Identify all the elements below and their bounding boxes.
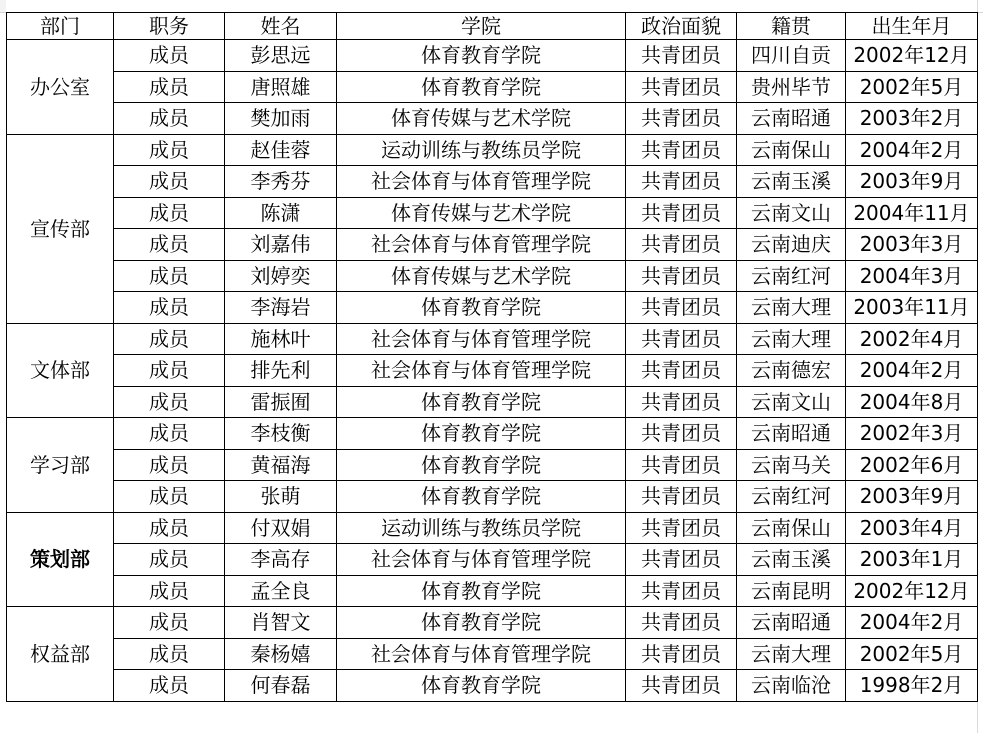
cell-political-status[interactable]: 共青团员 bbox=[626, 229, 737, 261]
cell-native-place[interactable]: 云南昭通 bbox=[737, 103, 846, 135]
cell-role[interactable]: 成员 bbox=[114, 71, 225, 103]
cell-role[interactable]: 成员 bbox=[114, 355, 225, 387]
cell-name[interactable]: 刘婷奕 bbox=[225, 260, 337, 292]
cell-political-status[interactable]: 共青团员 bbox=[626, 355, 737, 387]
cell-political-status[interactable]: 共青团员 bbox=[626, 197, 737, 229]
cell-role[interactable]: 成员 bbox=[114, 607, 225, 639]
cell-native-place[interactable]: 云南红河 bbox=[737, 260, 846, 292]
cell-role[interactable]: 成员 bbox=[114, 418, 225, 450]
cell-birth-date[interactable]: 2004年2月 bbox=[846, 607, 978, 639]
cell-political-status[interactable]: 共青团员 bbox=[626, 575, 737, 607]
cell-role[interactable]: 成员 bbox=[114, 103, 225, 135]
cell-role[interactable]: 成员 bbox=[114, 260, 225, 292]
cell-native-place[interactable]: 云南德宏 bbox=[737, 355, 846, 387]
cell-college[interactable]: 社会体育与体育管理学院 bbox=[337, 323, 626, 355]
cell-political-status[interactable]: 共青团员 bbox=[626, 607, 737, 639]
cell-college[interactable]: 体育教育学院 bbox=[337, 607, 626, 639]
cell-name[interactable]: 李秀芬 bbox=[225, 166, 337, 198]
cell-native-place[interactable]: 云南昭通 bbox=[737, 607, 846, 639]
cell-college[interactable]: 社会体育与体育管理学院 bbox=[337, 229, 626, 261]
table-row bbox=[7, 418, 978, 450]
cell-role[interactable]: 成员 bbox=[114, 638, 225, 670]
cell-native-place[interactable]: 云南文山 bbox=[737, 386, 846, 418]
cell-native-place[interactable]: 云南马关 bbox=[737, 449, 846, 481]
cell-political-status[interactable]: 共青团员 bbox=[626, 134, 737, 166]
cell-native-place[interactable]: 云南玉溪 bbox=[737, 166, 846, 198]
cell-college[interactable]: 体育教育学院 bbox=[337, 292, 626, 324]
cell-native-place[interactable]: 云南昆明 bbox=[737, 575, 846, 607]
cell-birth-date[interactable]: 2002年6月 bbox=[846, 449, 978, 481]
table-row bbox=[7, 292, 978, 324]
cell-department[interactable]: 策划部 bbox=[7, 512, 114, 607]
cell-role[interactable]: 成员 bbox=[114, 134, 225, 166]
cell-name[interactable]: 彭思远 bbox=[225, 40, 337, 72]
cell-political-status[interactable]: 共青团员 bbox=[626, 386, 737, 418]
table-row bbox=[7, 229, 978, 261]
cell-role[interactable]: 成员 bbox=[114, 512, 225, 544]
cell-role[interactable]: 成员 bbox=[114, 323, 225, 355]
cell-birth-date[interactable]: 2004年11月 bbox=[846, 197, 978, 229]
cell-birth-date[interactable]: 2002年3月 bbox=[846, 418, 978, 450]
cell-name[interactable]: 刘嘉伟 bbox=[225, 229, 337, 261]
table-row bbox=[7, 607, 978, 639]
cell-role[interactable]: 成员 bbox=[114, 575, 225, 607]
cell-role[interactable]: 成员 bbox=[114, 386, 225, 418]
header-row bbox=[7, 13, 978, 40]
cell-birth-date[interactable]: 2002年12月 bbox=[846, 575, 978, 607]
header-college[interactable]: 学院 bbox=[337, 13, 626, 40]
cell-political-status[interactable]: 共青团员 bbox=[626, 544, 737, 576]
cell-college[interactable]: 体育教育学院 bbox=[337, 449, 626, 481]
header-name[interactable]: 姓名 bbox=[225, 13, 337, 40]
table-row bbox=[7, 638, 978, 670]
table-row bbox=[7, 544, 978, 576]
cell-role[interactable]: 成员 bbox=[114, 166, 225, 198]
cell-birth-date[interactable]: 2003年1月 bbox=[846, 544, 978, 576]
cell-role[interactable]: 成员 bbox=[114, 481, 225, 513]
cell-name[interactable]: 唐照雄 bbox=[225, 71, 337, 103]
cell-political-status[interactable]: 共青团员 bbox=[626, 638, 737, 670]
cell-role[interactable]: 成员 bbox=[114, 40, 225, 72]
cell-native-place[interactable]: 云南大理 bbox=[737, 323, 846, 355]
header-native-place[interactable]: 籍贯 bbox=[737, 13, 846, 40]
cell-college[interactable]: 社会体育与体育管理学院 bbox=[337, 166, 626, 198]
cell-native-place[interactable]: 云南迪庆 bbox=[737, 229, 846, 261]
cell-name[interactable]: 赵佳蓉 bbox=[225, 134, 337, 166]
cell-name[interactable]: 何春磊 bbox=[225, 670, 337, 702]
header-political-status[interactable]: 政治面貌 bbox=[626, 13, 737, 40]
table-row bbox=[7, 166, 978, 198]
cell-college[interactable]: 体育教育学院 bbox=[337, 418, 626, 450]
cell-political-status[interactable]: 共青团员 bbox=[626, 418, 737, 450]
header-birth-date[interactable]: 出生年月 bbox=[846, 13, 978, 40]
cell-college[interactable]: 体育教育学院 bbox=[337, 40, 626, 72]
cell-birth-date[interactable]: 2002年5月 bbox=[846, 638, 978, 670]
cell-college[interactable]: 社会体育与体育管理学院 bbox=[337, 355, 626, 387]
cell-role[interactable]: 成员 bbox=[114, 197, 225, 229]
cell-college[interactable]: 体育教育学院 bbox=[337, 481, 626, 513]
table-row bbox=[7, 355, 978, 387]
cell-college[interactable]: 体育传媒与艺术学院 bbox=[337, 103, 626, 135]
table-row bbox=[7, 323, 978, 355]
cell-birth-date[interactable]: 1998年2月 bbox=[846, 670, 978, 702]
table-row bbox=[7, 103, 978, 135]
cell-birth-date[interactable]: 2003年9月 bbox=[846, 166, 978, 198]
cell-birth-date[interactable]: 2002年5月 bbox=[846, 71, 978, 103]
cell-college[interactable]: 运动训练与教练员学院 bbox=[337, 512, 626, 544]
member-roster-table bbox=[6, 12, 978, 702]
cell-college[interactable]: 运动训练与教练员学院 bbox=[337, 134, 626, 166]
cell-birth-date[interactable]: 2004年8月 bbox=[846, 386, 978, 418]
cell-birth-date[interactable]: 2004年2月 bbox=[846, 134, 978, 166]
cell-native-place[interactable]: 云南玉溪 bbox=[737, 544, 846, 576]
cell-name[interactable]: 秦杨嬉 bbox=[225, 638, 337, 670]
cell-college[interactable]: 体育教育学院 bbox=[337, 670, 626, 702]
cell-name[interactable]: 孟全良 bbox=[225, 575, 337, 607]
cell-name[interactable]: 付双娟 bbox=[225, 512, 337, 544]
cell-political-status[interactable]: 共青团员 bbox=[626, 512, 737, 544]
cell-name[interactable]: 李海岩 bbox=[225, 292, 337, 324]
cell-native-place[interactable]: 云南临沧 bbox=[737, 670, 846, 702]
cell-name[interactable]: 李高存 bbox=[225, 544, 337, 576]
cell-native-place[interactable]: 云南大理 bbox=[737, 638, 846, 670]
header-department[interactable]: 部门 bbox=[7, 13, 114, 40]
cell-political-status[interactable]: 共青团员 bbox=[626, 103, 737, 135]
cell-college[interactable]: 体育教育学院 bbox=[337, 386, 626, 418]
cell-birth-date[interactable]: 2003年2月 bbox=[846, 103, 978, 135]
cell-birth-date[interactable]: 2003年3月 bbox=[846, 229, 978, 261]
cell-birth-date[interactable]: 2004年3月 bbox=[846, 260, 978, 292]
cell-name[interactable]: 李枝衡 bbox=[225, 418, 337, 450]
cell-political-status[interactable]: 共青团员 bbox=[626, 40, 737, 72]
cell-department[interactable]: 学习部 bbox=[7, 418, 114, 513]
cell-native-place[interactable]: 云南保山 bbox=[737, 512, 846, 544]
table-body bbox=[7, 40, 978, 702]
cell-name[interactable]: 雷振囿 bbox=[225, 386, 337, 418]
table-row bbox=[7, 481, 978, 513]
cell-native-place[interactable]: 云南红河 bbox=[737, 481, 846, 513]
cell-native-place[interactable]: 云南大理 bbox=[737, 292, 846, 324]
cell-role[interactable]: 成员 bbox=[114, 229, 225, 261]
cell-birth-date[interactable]: 2002年4月 bbox=[846, 323, 978, 355]
cell-department[interactable]: 文体部 bbox=[7, 323, 114, 418]
cell-department[interactable]: 宣传部 bbox=[7, 134, 114, 323]
cell-role[interactable]: 成员 bbox=[114, 670, 225, 702]
table-row bbox=[7, 197, 978, 229]
cell-college[interactable]: 体育教育学院 bbox=[337, 575, 626, 607]
cell-role[interactable]: 成员 bbox=[114, 544, 225, 576]
cell-political-status[interactable]: 共青团员 bbox=[626, 481, 737, 513]
cell-college[interactable]: 社会体育与体育管理学院 bbox=[337, 638, 626, 670]
table-row bbox=[7, 134, 978, 166]
table-row bbox=[7, 71, 978, 103]
cell-name[interactable]: 樊加雨 bbox=[225, 103, 337, 135]
cell-name[interactable]: 排先利 bbox=[225, 355, 337, 387]
cell-department[interactable]: 权益部 bbox=[7, 607, 114, 702]
cell-department[interactable]: 办公室 bbox=[7, 40, 114, 135]
cell-political-status[interactable]: 共青团员 bbox=[626, 449, 737, 481]
cell-native-place[interactable]: 云南文山 bbox=[737, 197, 846, 229]
cell-native-place[interactable]: 贵州毕节 bbox=[737, 71, 846, 103]
cell-college[interactable]: 体育传媒与艺术学院 bbox=[337, 197, 626, 229]
cell-name[interactable]: 黄福海 bbox=[225, 449, 337, 481]
table-row bbox=[7, 260, 978, 292]
cell-name[interactable]: 施林叶 bbox=[225, 323, 337, 355]
table-header bbox=[7, 13, 978, 40]
cell-role[interactable]: 成员 bbox=[114, 292, 225, 324]
table-row bbox=[7, 670, 978, 702]
table-row bbox=[7, 40, 978, 72]
cell-birth-date[interactable]: 2003年9月 bbox=[846, 481, 978, 513]
cell-political-status[interactable]: 共青团员 bbox=[626, 166, 737, 198]
table-row bbox=[7, 512, 978, 544]
cell-birth-date[interactable]: 2003年11月 bbox=[846, 292, 978, 324]
cell-role[interactable]: 成员 bbox=[114, 449, 225, 481]
cell-name[interactable]: 肖智文 bbox=[225, 607, 337, 639]
cell-birth-date[interactable]: 2003年4月 bbox=[846, 512, 978, 544]
table-row bbox=[7, 449, 978, 481]
cell-political-status[interactable]: 共青团员 bbox=[626, 260, 737, 292]
cell-college[interactable]: 体育传媒与艺术学院 bbox=[337, 260, 626, 292]
cell-birth-date[interactable]: 2002年12月 bbox=[846, 40, 978, 72]
cell-college[interactable]: 体育教育学院 bbox=[337, 71, 626, 103]
cell-political-status[interactable]: 共青团员 bbox=[626, 292, 737, 324]
header-role[interactable]: 职务 bbox=[114, 13, 225, 40]
cell-birth-date[interactable]: 2004年2月 bbox=[846, 355, 978, 387]
cell-political-status[interactable]: 共青团员 bbox=[626, 670, 737, 702]
table-row bbox=[7, 575, 978, 607]
cell-name[interactable]: 陈潇 bbox=[225, 197, 337, 229]
cell-native-place[interactable]: 四川自贡 bbox=[737, 40, 846, 72]
cell-political-status[interactable]: 共青团员 bbox=[626, 323, 737, 355]
cell-political-status[interactable]: 共青团员 bbox=[626, 71, 737, 103]
table-row bbox=[7, 386, 978, 418]
cell-native-place[interactable]: 云南保山 bbox=[737, 134, 846, 166]
cell-name[interactable]: 张萌 bbox=[225, 481, 337, 513]
cell-college[interactable]: 社会体育与体育管理学院 bbox=[337, 544, 626, 576]
cell-native-place[interactable]: 云南昭通 bbox=[737, 418, 846, 450]
